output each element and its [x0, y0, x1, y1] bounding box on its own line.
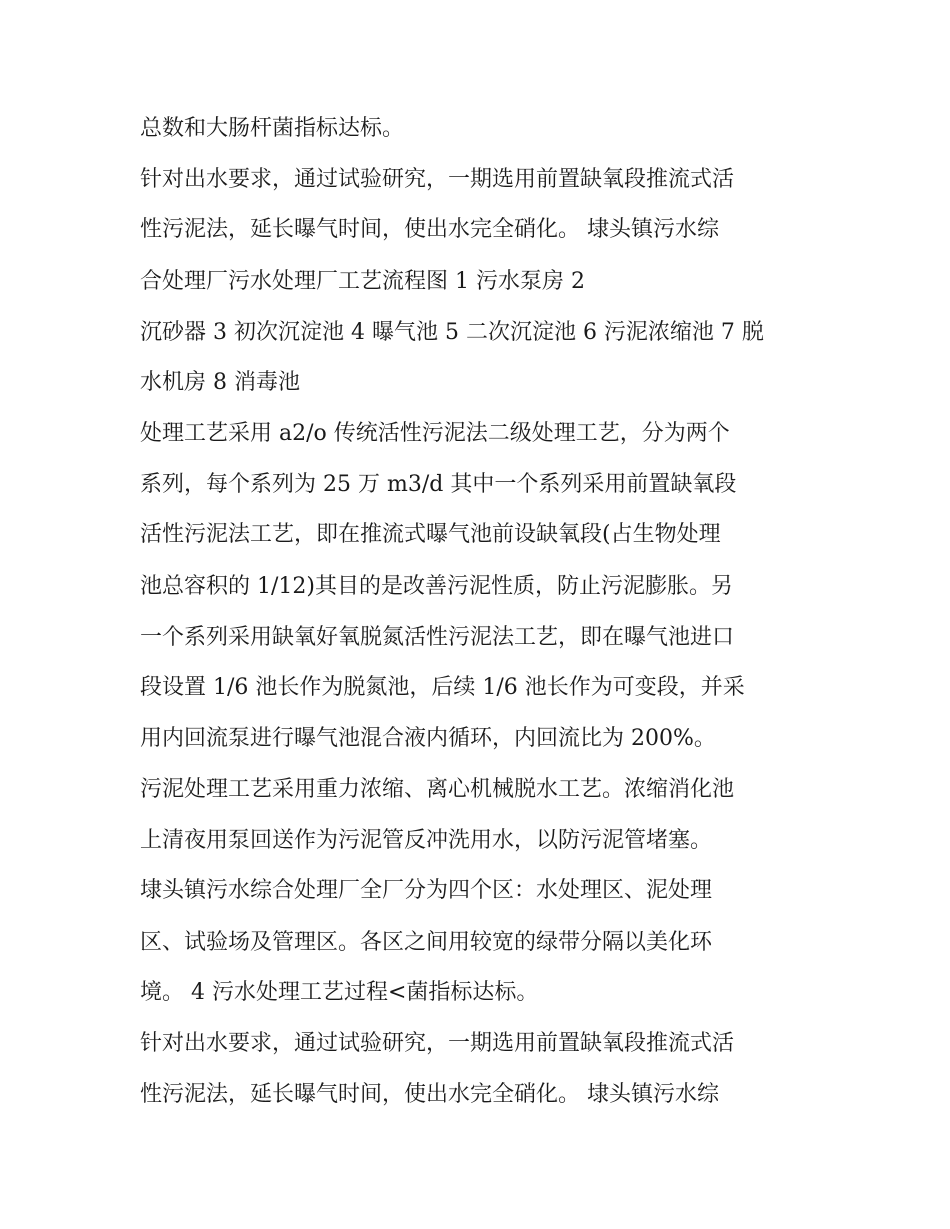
text-line: 埭头镇污水综合处理厂全厂分为四个区：水处理区、泥处理 [140, 878, 713, 903]
text-line: 沉砂器 3 初次沉淀池 4 曝气池 5 二次沉淀池 6 污泥浓缩池 7 脱 [140, 320, 764, 345]
text-line: 处理工艺采用 a2/o 传统活性污泥法二级处理工艺，分为两个 [140, 421, 730, 446]
text-line: 上清夜用泵回送作为污泥管反冲洗用水，以防污泥管堵塞。 [140, 828, 713, 853]
text-line: 水机房 8 消毒池 [140, 370, 300, 395]
text-line: 一个系列采用缺氧好氧脱氮活性污泥法工艺，即在曝气池进口 [140, 625, 735, 650]
text-line: 总数和大肠杆菌指标达标。 [140, 116, 405, 141]
text-line: 境。 4 污水处理工艺过程<菌指标达标。 [140, 980, 539, 1005]
text-line: 合处理厂污水处理厂工艺流程图 1 污水泵房 2 [140, 269, 585, 294]
text-line: 段设置 1/6 池长作为脱氮池，后续 1/6 池长作为可变段，并采 [140, 675, 745, 700]
text-line: 性污泥法，延长曝气时间，使出水完全硝化。 埭头镇污水综 [140, 217, 719, 242]
text-line: 性污泥法，延长曝气时间，使出水完全硝化。 埭头镇污水综 [140, 1082, 719, 1107]
text-line: 污泥处理工艺采用重力浓缩、离心机械脱水工艺。浓缩消化池 [140, 777, 735, 802]
text-line: 活性污泥法工艺，即在推流式曝气池前设缺氧段(占生物处理 [140, 522, 721, 547]
text-line: 用内回流泵进行曝气池混合液内循环，内回流比为 200%。 [140, 726, 716, 751]
text-line: 系列，每个系列为 25 万 m3/d 其中一个系列采用前置缺氧段 [140, 472, 737, 497]
text-line: 针对出水要求，通过试验研究，一期选用前置缺氧段推流式活 [140, 167, 735, 192]
text-line: 区、试验场及管理区。各区之间用较宽的绿带分隔以美化环 [140, 930, 713, 955]
text-line: 池总容积的 1/12)其目的是改善污泥性质，防止污泥膨胀。另 [140, 574, 733, 599]
text-line: 针对出水要求，通过试验研究，一期选用前置缺氧段推流式活 [140, 1031, 735, 1056]
